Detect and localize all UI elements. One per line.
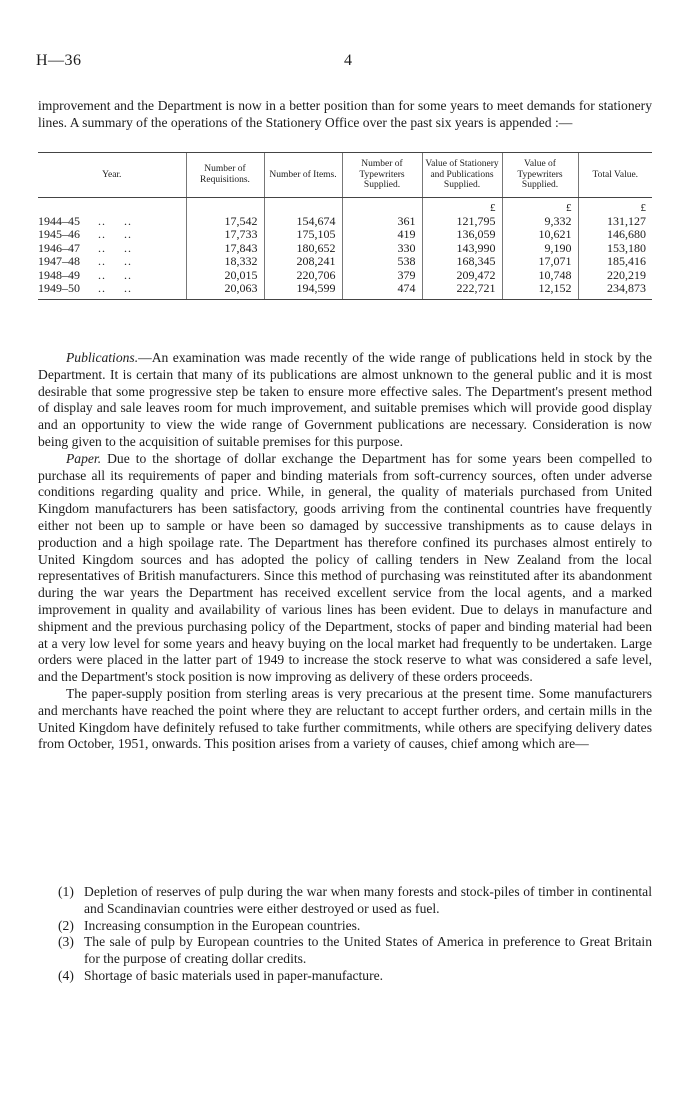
column-header: Year. — [38, 153, 186, 198]
unit-cell: £ — [578, 197, 652, 215]
table-cell: 361 — [342, 215, 422, 228]
table-cell: 20,015 — [186, 269, 264, 282]
unit-cell — [342, 197, 422, 215]
table-cell: 222,721 — [422, 282, 502, 300]
table-cell: 146,680 — [578, 228, 652, 241]
table-cell: 220,219 — [578, 269, 652, 282]
year-cell: 1945–46 .. .. — [38, 227, 132, 242]
intro-paragraph — [38, 98, 652, 132]
table-cell: 379 — [342, 269, 422, 282]
publications-paragraph — [38, 350, 652, 451]
column-header: Value of Typewriters Supplied. — [502, 153, 578, 198]
table-row — [38, 228, 652, 241]
table-cell: 17,843 — [186, 242, 264, 255]
table-cell: 419 — [342, 228, 422, 241]
page-number: 4 — [344, 52, 352, 69]
table-header-row — [38, 153, 652, 198]
table-cell: 18,332 — [186, 255, 264, 268]
table-cell: 17,071 — [502, 255, 578, 268]
table-cell: 10,748 — [502, 269, 578, 282]
units-row — [38, 197, 652, 215]
list-item: (1) Depletion of reserves of pulp during the war when many forests and stock-piles of timber in continental and Scandinavian countries were either destroyed or used as fuel. — [58, 884, 652, 916]
table-cell: 12,152 — [502, 282, 578, 300]
paper-heading: Paper. — [66, 450, 102, 466]
table-cell: 208,241 — [264, 255, 342, 268]
supply-paragraph: The paper-supply position from sterling areas is very precarious at the present time. Some manufacturers and merchants have reached the point where they are reluctant to accept further orders, and certain mills in the United Kingdom have definitely refused to take further commitments, while others are specifying delivery dates from October, 1951, onwards. This position arises from a variety of causes, chief among which are— — [38, 685, 652, 752]
paper-text: Due to the shortage of dollar exchange the Department has for some years been compelled to purchase all its requirements of paper and binding materials from soft-currency sources, often under adverse conditions regarding quality and price. While, in general, the quality of materials purchased from United Kingdom manufacturers has been satisfactory, goods arriving from the continental countries have frequently either not been up to sample or have been so damaged by successive transhipments as to cause delays in production and a high spoilage rate. The Department has therefore confined its purchases almost entirely to United Kingdom sources and has adopted the policy of calling tenders in New Zealand from the local representatives of British manufacturers. Since this method of purchasing was reinstituted after its abandonment during the war years the Department has received excellent service from the local agents, and a marked improvement in quality and availability of various lines has been evident. Due to delays in manufacture and shipment and the previous purchasing policy of the Department, stocks of paper and binding material had been at a very low level for some years and heavy buying on the local market had frequently to be undertaken. Large orders were placed in the latter part of 1949 to increase the stock reserve to what was considered a safe level, and the Department's stock position is now improving as delivery of these orders proceeds. — [38, 450, 652, 685]
column-header: Value of Stationery and Publications Supplied. — [422, 153, 502, 198]
stationery-summary-table — [38, 152, 652, 300]
body-text — [38, 350, 652, 753]
table-cell: 17,733 — [186, 228, 264, 241]
table-cell: 154,674 — [264, 215, 342, 228]
table-row — [38, 282, 652, 300]
column-header: Total Value. — [578, 153, 652, 198]
year-cell: 1944–45 .. .. — [38, 213, 132, 228]
table-cell: 209,472 — [422, 269, 502, 282]
year-cell: 1948–49 .. .. — [38, 267, 132, 282]
table-cell: 180,652 — [264, 242, 342, 255]
list-item: (3) The sale of pulp by European countries to the United States of America in preference to Great Britain for the purpose of creating dollar credits. — [58, 934, 652, 967]
column-header: Number of Typewriters Supplied. — [342, 153, 422, 198]
unit-cell: £ — [422, 197, 502, 215]
table-row — [38, 215, 652, 228]
year-cell: 1946–47 .. .. — [38, 240, 132, 255]
unit-cell — [38, 197, 186, 215]
table-cell: 20,063 — [186, 282, 264, 300]
intro-text: improvement and the Department is now in a better position than for some years to meet demands for stationery lines. A summary of the operations of the Stationery Office over the past six years is appended :— — [38, 98, 652, 130]
list-item: (4) Shortage of basic materials used in paper-manufacture. — [58, 967, 384, 983]
table-cell: 168,345 — [422, 255, 502, 268]
year-cell: 1949–50 .. .. — [38, 282, 186, 300]
table-row — [38, 269, 652, 282]
causes-list — [58, 884, 652, 985]
publications-text: —An examination was made recently of the wide range of publications held in stock by the Department. It is certain that many of its publications are almost unknown to the general public and it is most desirable that some progressive step be taken to ensure more effective sales. The Department's present method of display and sale leaves room for much improvement, and suitable premises which will provide good display and an opportunity to view the wide range of Government publications are necessary. Consideration is now being given to the acquisition of suitable premises for this purpose. — [38, 350, 652, 449]
list-item: (2) Increasing consumption in the European countries. — [58, 917, 361, 933]
table-cell: 330 — [342, 242, 422, 255]
table-cell: 143,990 — [422, 242, 502, 255]
table-cell: 153,180 — [578, 242, 652, 255]
table-cell: 136,059 — [422, 228, 502, 241]
table-cell: 220,706 — [264, 269, 342, 282]
table-cell: 185,416 — [578, 255, 652, 268]
table-cell: 194,599 — [264, 282, 342, 300]
table-cell: 17,542 — [186, 215, 264, 228]
table-cell: 474 — [342, 282, 422, 300]
year-cell: 1947–48 .. .. — [38, 254, 132, 269]
column-header: Number of Requisitions. — [186, 153, 264, 198]
table-cell: 9,190 — [502, 242, 578, 255]
table-cell: 538 — [342, 255, 422, 268]
unit-cell — [186, 197, 264, 215]
table-cell: 121,795 — [422, 215, 502, 228]
paper-paragraph — [38, 451, 652, 686]
table-cell: 234,873 — [578, 282, 652, 300]
publications-heading: Publications. — [66, 350, 139, 365]
table-cell: 175,105 — [264, 228, 342, 241]
table-row — [38, 242, 652, 255]
table-row — [38, 255, 652, 268]
unit-cell: £ — [502, 197, 578, 215]
table-cell: 10,621 — [502, 228, 578, 241]
column-header: Number of Items. — [264, 153, 342, 198]
document-reference: H—36 — [36, 52, 82, 69]
table-cell: 131,127 — [578, 215, 652, 228]
table-cell: 9,332 — [502, 215, 578, 228]
unit-cell — [264, 197, 342, 215]
